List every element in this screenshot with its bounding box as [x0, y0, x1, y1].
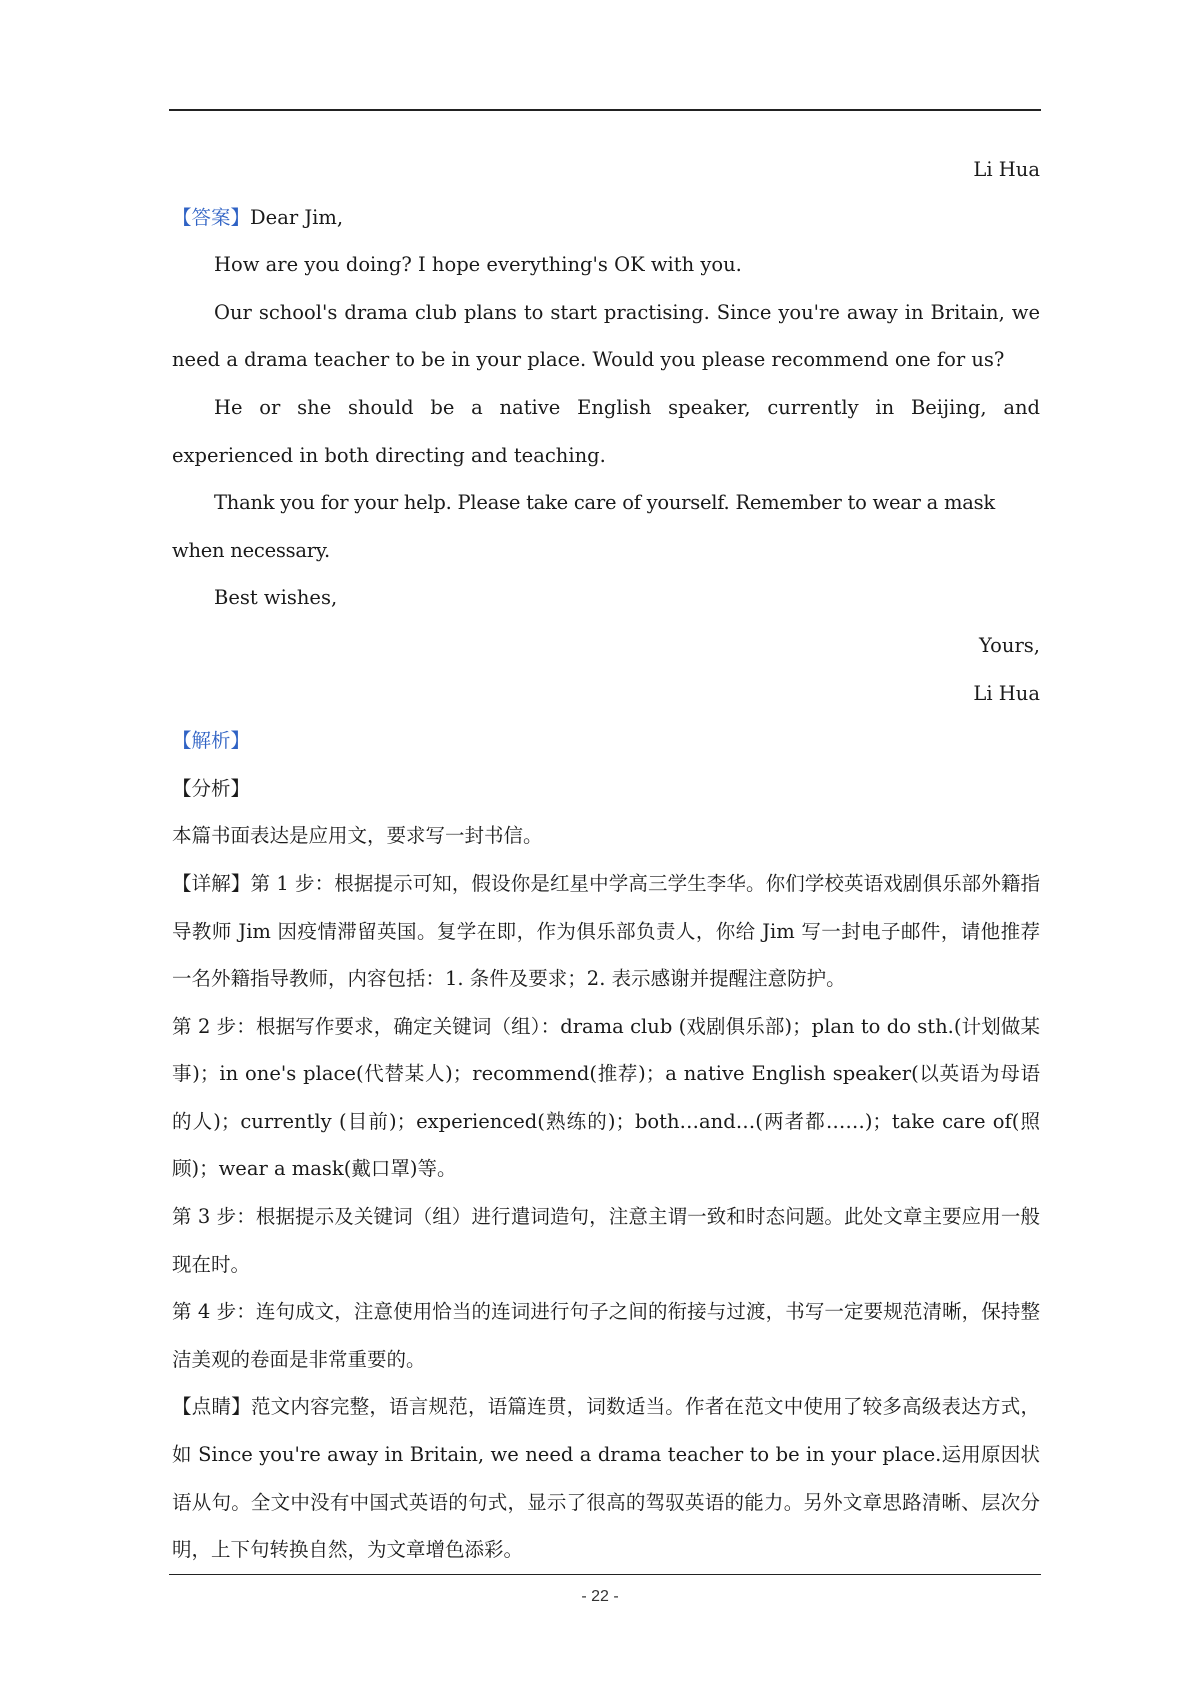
page-content — [172, 146, 1040, 1574]
answer-paragraph-1: How are you doing? I hope everything's OK with you. — [214, 253, 742, 277]
letter-top-signature: Li Hua — [973, 158, 1040, 181]
answer-closing-wishes: Best wishes, — [214, 586, 338, 610]
answer-closing: Yours, — [978, 633, 1040, 657]
analysis-tag: 【解析】 — [172, 729, 251, 753]
analysis-step3: 第 3 步：根据提示及关键词（组）进行遣词造句，注意主谓一致和时态问题。此处文章主要应用一般现在时。 — [172, 1205, 1040, 1276]
answer-paragraph-2: Our school's drama club plans to start practising. Since you're away in Britain, we need a drama teacher to be in your place. Would you please recommend one for us? — [172, 300, 1040, 372]
answer-signature: Li Hua — [973, 681, 1040, 705]
analysis-summary: 本篇书面表达是应用文，要求写一封书信。 — [172, 824, 543, 848]
analysis-step1-line — [172, 860, 1040, 1003]
highlight-tag: 【点睛】 — [172, 1395, 251, 1419]
analysis-highlight-line — [172, 1383, 1040, 1573]
answer-paragraph-3: He or she should be a native English speaker, currently in Beijing, and experienced in both directing and teaching. — [172, 395, 1040, 467]
answer-salutation-line — [172, 194, 1040, 242]
analysis-step1: 第 1 步：根据提示可知，假设你是红星中学高三学生李华。你们学校英语戏剧俱乐部外籍指导教师 Jim 因疫情滞留英国。复学在即，作为俱乐部负责人，你给 Jim 写一封电子邮件，请他推荐一名外籍指导教师，内容包括：1. 条件及要求；2. 表示感谢并提醒注意防护。 — [172, 871, 1040, 991]
analysis-step4: 第 4 步：连句成文，注意使用恰当的连词进行句子之间的衔接与过渡，书写一定要规范清晰，保持整洁美观的卷面是非常重要的。 — [172, 1300, 1040, 1371]
answer-tag: 【答案】 — [172, 205, 251, 229]
answer-salutation: Dear Jim, — [250, 205, 344, 229]
page-number: - 22 - — [581, 1588, 619, 1605]
analysis-step2: 第 2 步：根据写作要求，确定关键词（组）：drama club (戏剧俱乐部)；plan to do sth.(计划做某事)；in one's place(代替某人)；recommend(推荐)；a native English speaker(以英语为母语的人)；currently (目前)；experienced(熟练的)；both…and…(两者都……)；take care of(照顾)；wear a mask(戴口罩)等。 — [172, 1014, 1040, 1181]
analysis-highlight: 范文内容完整，语言规范，语篇连贯，词数适当。作者在范文中使用了较多高级表达方式，如 Since you're away in Britain, we need a drama teacher to be in your place.运用原因状语从句。全文中没有中国式英语的句式，显示了很高的驾驭英语的能力。另外文章思路清晰、层次分明，上下句转换自然，为文章增色添彩。 — [172, 1395, 1040, 1562]
detail-tag: 【详解】 — [172, 871, 251, 895]
header-rule — [169, 109, 1041, 111]
answer-paragraph-4: Thank you for your help. Please take care of yourself. Remember to wear a mask when necessary. — [172, 491, 995, 562]
footer-rule — [169, 1574, 1041, 1575]
analysis-sub-tag: 【分析】 — [172, 776, 251, 800]
